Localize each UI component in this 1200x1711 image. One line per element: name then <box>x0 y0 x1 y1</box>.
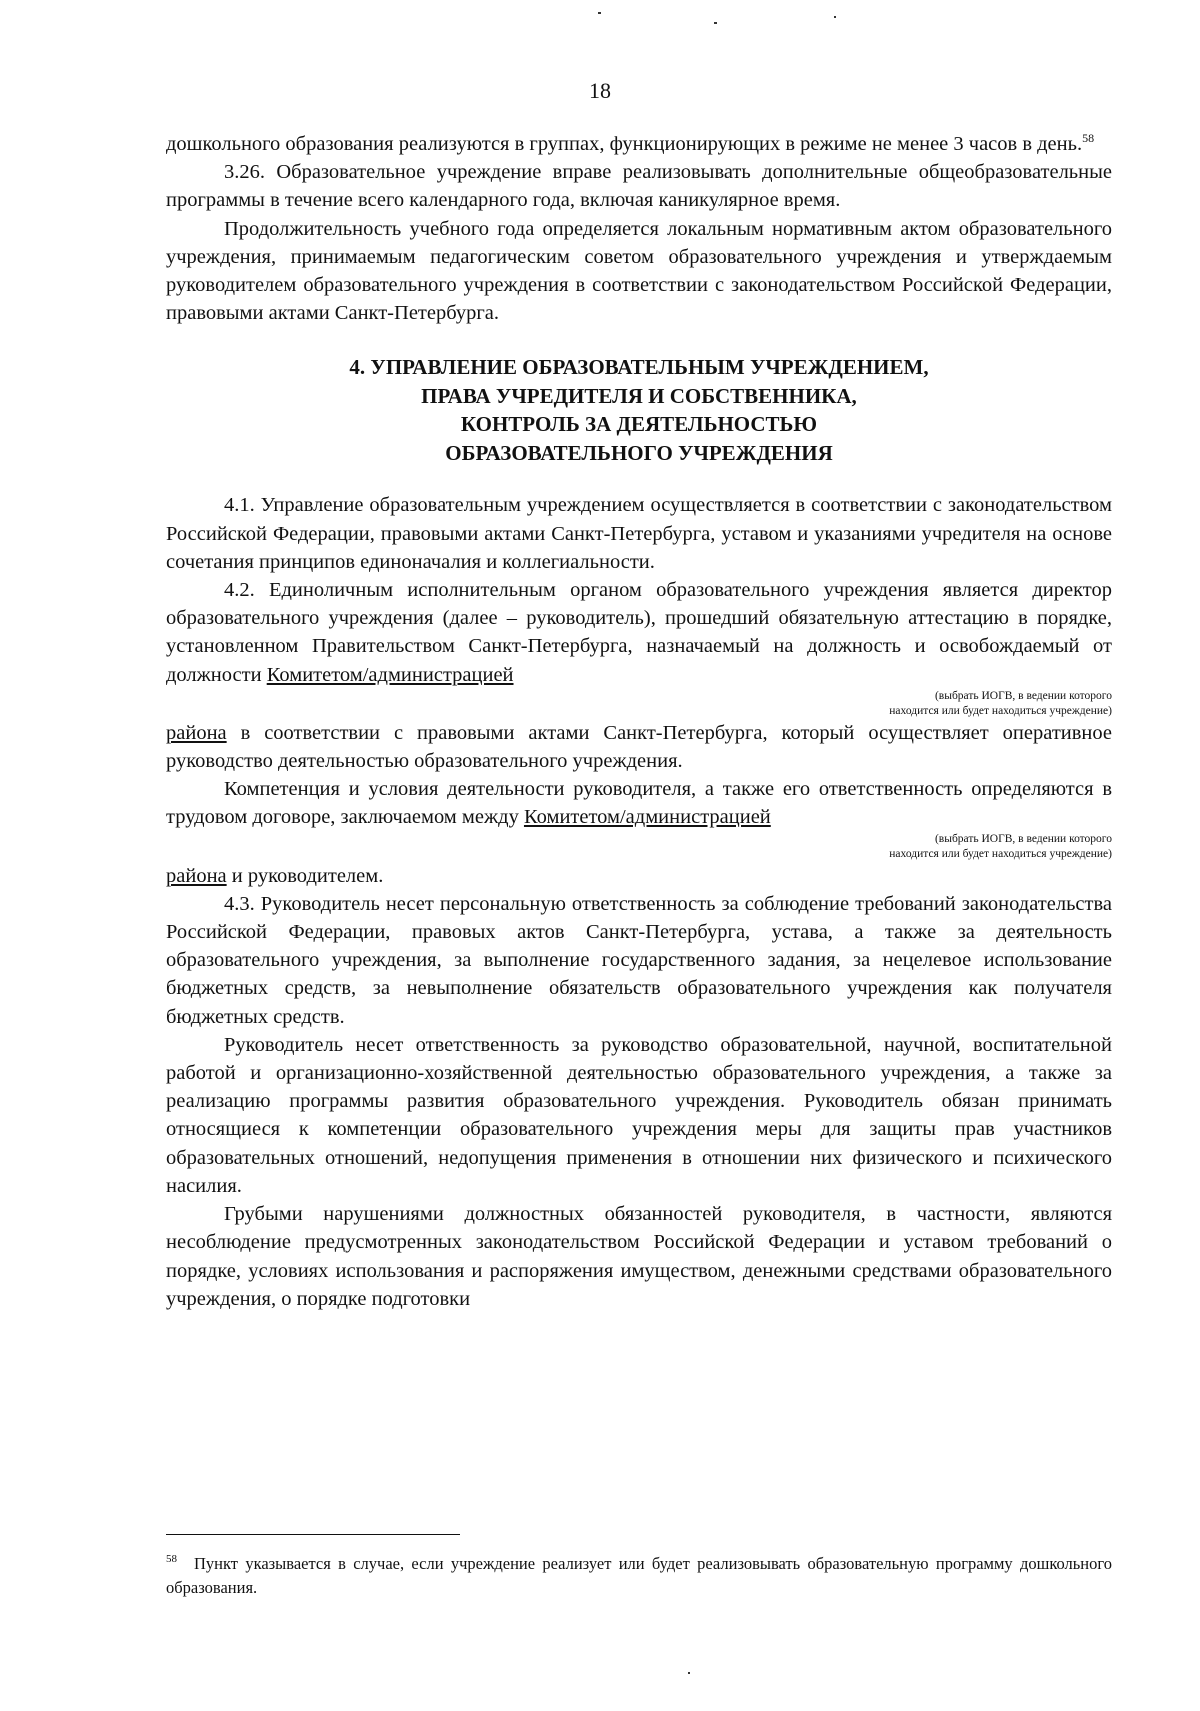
paragraph-3-26: 3.26. Образовательное учреждение вправе реализовывать дополнительные общеобразовательные программы в течение всего календарного года, включая каникулярное время. <box>166 161 1112 212</box>
page-number: 18 <box>589 78 611 103</box>
paragraph-text: в соответствии с правовыми актами Санкт-Петербурга, который осуществляет оперативное руководство деятельностью образовательного учреждения. <box>166 721 1112 773</box>
footnote-divider <box>166 1534 460 1535</box>
paragraph-text: Компетенция и условия деятельности руководителя, а также его ответственность определяются в трудовом договоре, заключаемом между <box>166 778 1112 829</box>
paragraph-text: дошкольного образования реализуются в группах, функционирующих в режиме не менее 3 часов в день. <box>166 133 1083 155</box>
paragraph-responsibility: Руководитель несет ответственность за руководство образовательной, научной, воспитательной работой и организационно-хозяйственной деятельностью образовательного учреждения, а также за реализацию программы развития образовательного учреждения. Руководитель обязан принимать относящиеся к компетенции образовательного учреждения меры для защиты прав участников образовательных отношений, недопущения применения в отношении них физического и психического насилия. <box>166 1033 1112 1197</box>
scan-artifact <box>688 1672 690 1674</box>
document-body <box>166 130 1112 1313</box>
paragraph-4-2 <box>166 576 1112 689</box>
heading-line: ПРАВА УЧРЕДИТЕЛЯ И СОБСТВЕННИКА, <box>421 383 857 408</box>
section-heading <box>166 353 1112 467</box>
note-line: находится или будет находиться учреждение) <box>889 847 1112 860</box>
footnote <box>166 1552 1112 1600</box>
heading-line: 4. УПРАВЛЕНИЕ ОБРАЗОВАТЕЛЬНЫМ УЧРЕЖДЕНИЕМ, <box>349 355 929 380</box>
footnote-reference: 58 <box>1082 131 1095 146</box>
scan-artifact <box>598 12 601 14</box>
note-line: (выбрать ИОГВ, в ведении которого <box>934 832 1112 845</box>
note-line: находится или будет находиться учреждение) <box>889 704 1112 717</box>
district-placeholder: района <box>166 864 227 887</box>
paragraph-school-year: Продолжительность учебного года определяется локальным нормативным актом образовательного учреждения, принимаемым педагогическим советом образовательного учреждения и утверждаемым руководителем образовательного учреждения в соответствии с законодательством Российской Федерации, правовыми актами Санкт-Петербурга. <box>166 217 1112 325</box>
paragraph-preschool <box>166 130 1112 158</box>
committee-placeholder: Комитетом/администрацией <box>523 806 771 829</box>
heading-line: ОБРАЗОВАТЕЛЬНОГО УЧРЕЖДЕНИЯ <box>445 440 833 465</box>
placeholder-note <box>166 832 1112 862</box>
paragraph-competence-continued <box>166 862 1112 890</box>
scan-artifact <box>714 22 717 24</box>
paragraph-4-1: 4.1. Управление образовательным учреждением осуществляется в соответствии с законодательством Российской Федерации, правовыми актами Санкт-Петербурга, уставом и указаниями учредителя на основе сочетания принципов единоначалия и коллегиальности. <box>166 494 1112 573</box>
footnote-mark: 58 <box>166 1553 177 1565</box>
scan-artifact <box>834 16 836 18</box>
paragraph-violations: Грубыми нарушениями должностных обязанностей руководителя, в частности, являются несоблюдение предусмотренных законодательством Российской Федерации и уставом требований о порядке, условиях использования и распоряжения имуществом, денежными средствами образовательного учреждения, о порядке подготовки <box>166 1203 1112 1310</box>
placeholder-note <box>166 689 1112 719</box>
committee-placeholder: Комитетом/администрацией <box>266 663 514 686</box>
paragraph-4-3: 4.3. Руководитель несет персональную ответственность за соблюдение требований законодательства Российской Федерации, правовых актов Санкт-Петербурга, устава, а также за деятельность образовательного учреждения, за выполнение государственного задания, за нецелевое использование бюджетных средств, за невыполнение обязательств образовательного учреждения как получателя бюджетных средств. <box>166 892 1112 1028</box>
heading-line: КОНТРОЛЬ ЗА ДЕЯТЕЛЬНОСТЬЮ <box>460 412 818 437</box>
note-line: (выбрать ИОГВ, в ведении которого <box>934 689 1112 702</box>
district-placeholder: района <box>166 721 227 744</box>
paragraph-text: 4.2. Единоличным исполнительным органом образовательного учреждения является директор образовательного учреждения (далее – руководитель), прошедший обязательную аттестацию в порядке, установленном Правительством Санкт-Петербурга, назначаемый на должность и освобождаемый от должности <box>166 579 1112 686</box>
paragraph-text: и руководителем. <box>226 864 384 887</box>
footnote-text: Пункт указывается в случае, если учреждение реализует или будет реализовывать образовательную программу дошкольного образования. <box>166 1554 1112 1597</box>
paragraph-4-2-continued <box>166 719 1112 775</box>
paragraph-competence <box>166 775 1112 831</box>
